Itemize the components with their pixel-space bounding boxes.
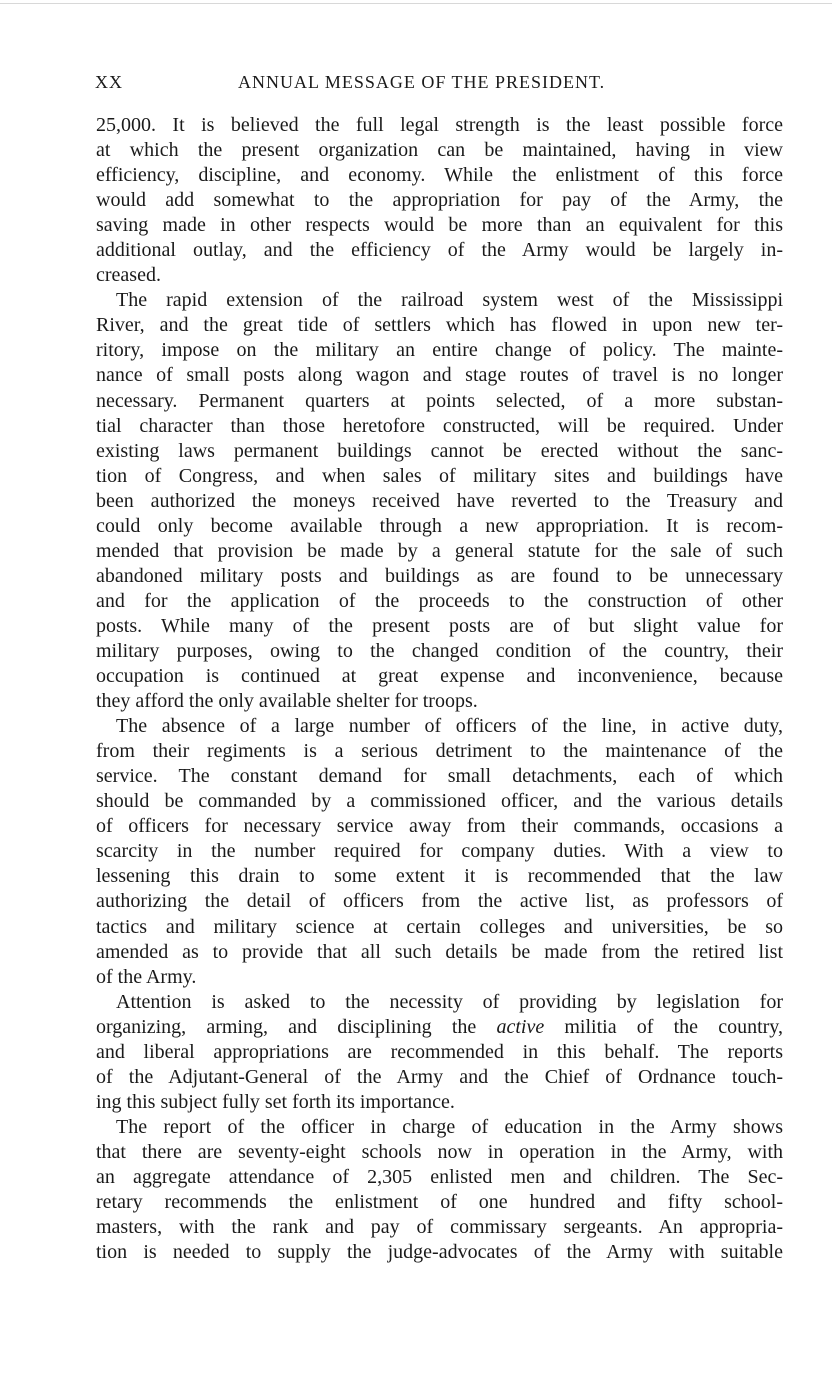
text-line: The rapid extension of the railroad system west of the Mississippi bbox=[116, 289, 783, 312]
text-line: River, and the great tide of settlers which has flowed in upon new ter- bbox=[96, 314, 783, 337]
text-line: necessary. Permanent quarters at points selected, of a more substan- bbox=[96, 389, 783, 412]
text-line: would add somewhat to the appropriation for pay of the Army, the bbox=[96, 189, 783, 212]
text-line: they afford the only available shelter for troops. bbox=[96, 690, 478, 713]
text-line: of the Army. bbox=[96, 965, 197, 988]
page-number: XX bbox=[95, 72, 123, 92]
text-segment: militia of the country, bbox=[544, 1015, 784, 1038]
top-edge-line bbox=[0, 3, 832, 4]
text-line: tactics and military science at certain colleges and universities, be so bbox=[96, 915, 783, 938]
text-line: service. The constant demand for small detachments, each of which bbox=[96, 765, 783, 788]
text-line: occupation is continued at great expense and inconvenience, because bbox=[96, 665, 783, 688]
text-line: military purposes, owing to the changed condition of the country, their bbox=[96, 639, 783, 662]
text-line: posts. While many of the present posts are of but slight value for bbox=[96, 614, 783, 637]
text-line: mended that provision be made by a general statute for the sale of such bbox=[96, 539, 783, 562]
running-head: ANNUAL MESSAGE OF THE PRESIDENT. bbox=[238, 72, 606, 92]
text-line: and liberal appropriations are recommended in this behalf. The reports bbox=[96, 1040, 783, 1063]
paragraph-2 bbox=[96, 288, 783, 714]
text-line: ing this subject fully set forth its importance. bbox=[96, 1090, 455, 1113]
text-line: efficiency, discipline, and economy. While the enlistment of this force bbox=[96, 164, 783, 187]
text-line: Attention is asked to the necessity of providing by legislation for bbox=[116, 990, 783, 1013]
text-line: lessening this drain to some extent it is recommended that the law bbox=[96, 865, 783, 888]
text-line: could only become available through a new appropriation. It is recom- bbox=[96, 514, 783, 537]
text-line: nance of small posts along wagon and stage routes of travel is no longer bbox=[96, 364, 783, 387]
text-line: tion of Congress, and when sales of military sites and buildings have bbox=[96, 464, 783, 487]
text-line: The report of the officer in charge of education in the Army shows bbox=[116, 1115, 783, 1138]
text-line: and for the application of the proceeds to the construction of other bbox=[96, 589, 783, 612]
text-line: tion is needed to supply the judge-advocates of the Army with suitable bbox=[96, 1241, 783, 1264]
text-line-with-italic bbox=[96, 1015, 783, 1040]
text-line: 25,000. It is believed the full legal strength is the least possible force bbox=[96, 114, 783, 136]
text-line: masters, with the rank and pay of commissary sergeants. An appropria- bbox=[96, 1216, 783, 1239]
text-line: from their regiments is a serious detriment to the maintenance of the bbox=[96, 740, 783, 763]
text-line: scarcity in the number required for company duties. With a view to bbox=[96, 840, 783, 863]
text-line: tial character than those heretofore constructed, will be required. Under bbox=[96, 414, 783, 437]
text-line: that there are seventy-eight schools now in operation in the Army, with bbox=[96, 1140, 783, 1163]
text-line: existing laws permanent buildings cannot be erected without the sanc- bbox=[96, 439, 783, 462]
text-line: saving made in other respects would be more than an equivalent for this bbox=[96, 214, 783, 237]
text-segment: organizing, arming, and disciplining the bbox=[96, 1015, 497, 1038]
text-line: been authorized the moneys received have reverted to the Treasury and bbox=[96, 489, 783, 512]
page-header bbox=[95, 72, 785, 96]
paragraph-3 bbox=[96, 714, 783, 990]
text-line: ritory, impose on the military an entire change of policy. The mainte- bbox=[96, 339, 783, 362]
text-line: should be commanded by a commissioned officer, and the various details bbox=[96, 790, 783, 813]
text-line: at which the present organization can be maintained, having in view bbox=[96, 139, 783, 162]
text-line: The absence of a large number of officers of the line, in active duty, bbox=[116, 715, 783, 738]
text-line: amended as to provide that all such details be made from the retired list bbox=[96, 940, 783, 963]
text-line: abandoned military posts and buildings as are found to be unnecessary bbox=[96, 564, 783, 587]
paragraph-1 bbox=[96, 113, 783, 288]
text-line: an aggregate attendance of 2,305 enlisted men and children. The Sec- bbox=[96, 1165, 783, 1188]
text-line: additional outlay, and the efficiency of the Army would be largely in- bbox=[96, 239, 783, 262]
body-text bbox=[96, 113, 783, 1265]
text-line: authorizing the detail of officers from the active list, as professors of bbox=[96, 890, 783, 913]
paragraph-4 bbox=[96, 990, 783, 1115]
text-line: of the Adjutant-General of the Army and the Chief of Ordnance touch- bbox=[96, 1065, 783, 1088]
text-line: of officers for necessary service away from their commands, occasions a bbox=[96, 815, 783, 838]
paragraph-5 bbox=[96, 1115, 783, 1265]
italic-word: active bbox=[496, 1015, 545, 1038]
text-line: creased. bbox=[96, 264, 161, 287]
text-line: retary recommends the enlistment of one hundred and fifty school- bbox=[96, 1191, 783, 1214]
